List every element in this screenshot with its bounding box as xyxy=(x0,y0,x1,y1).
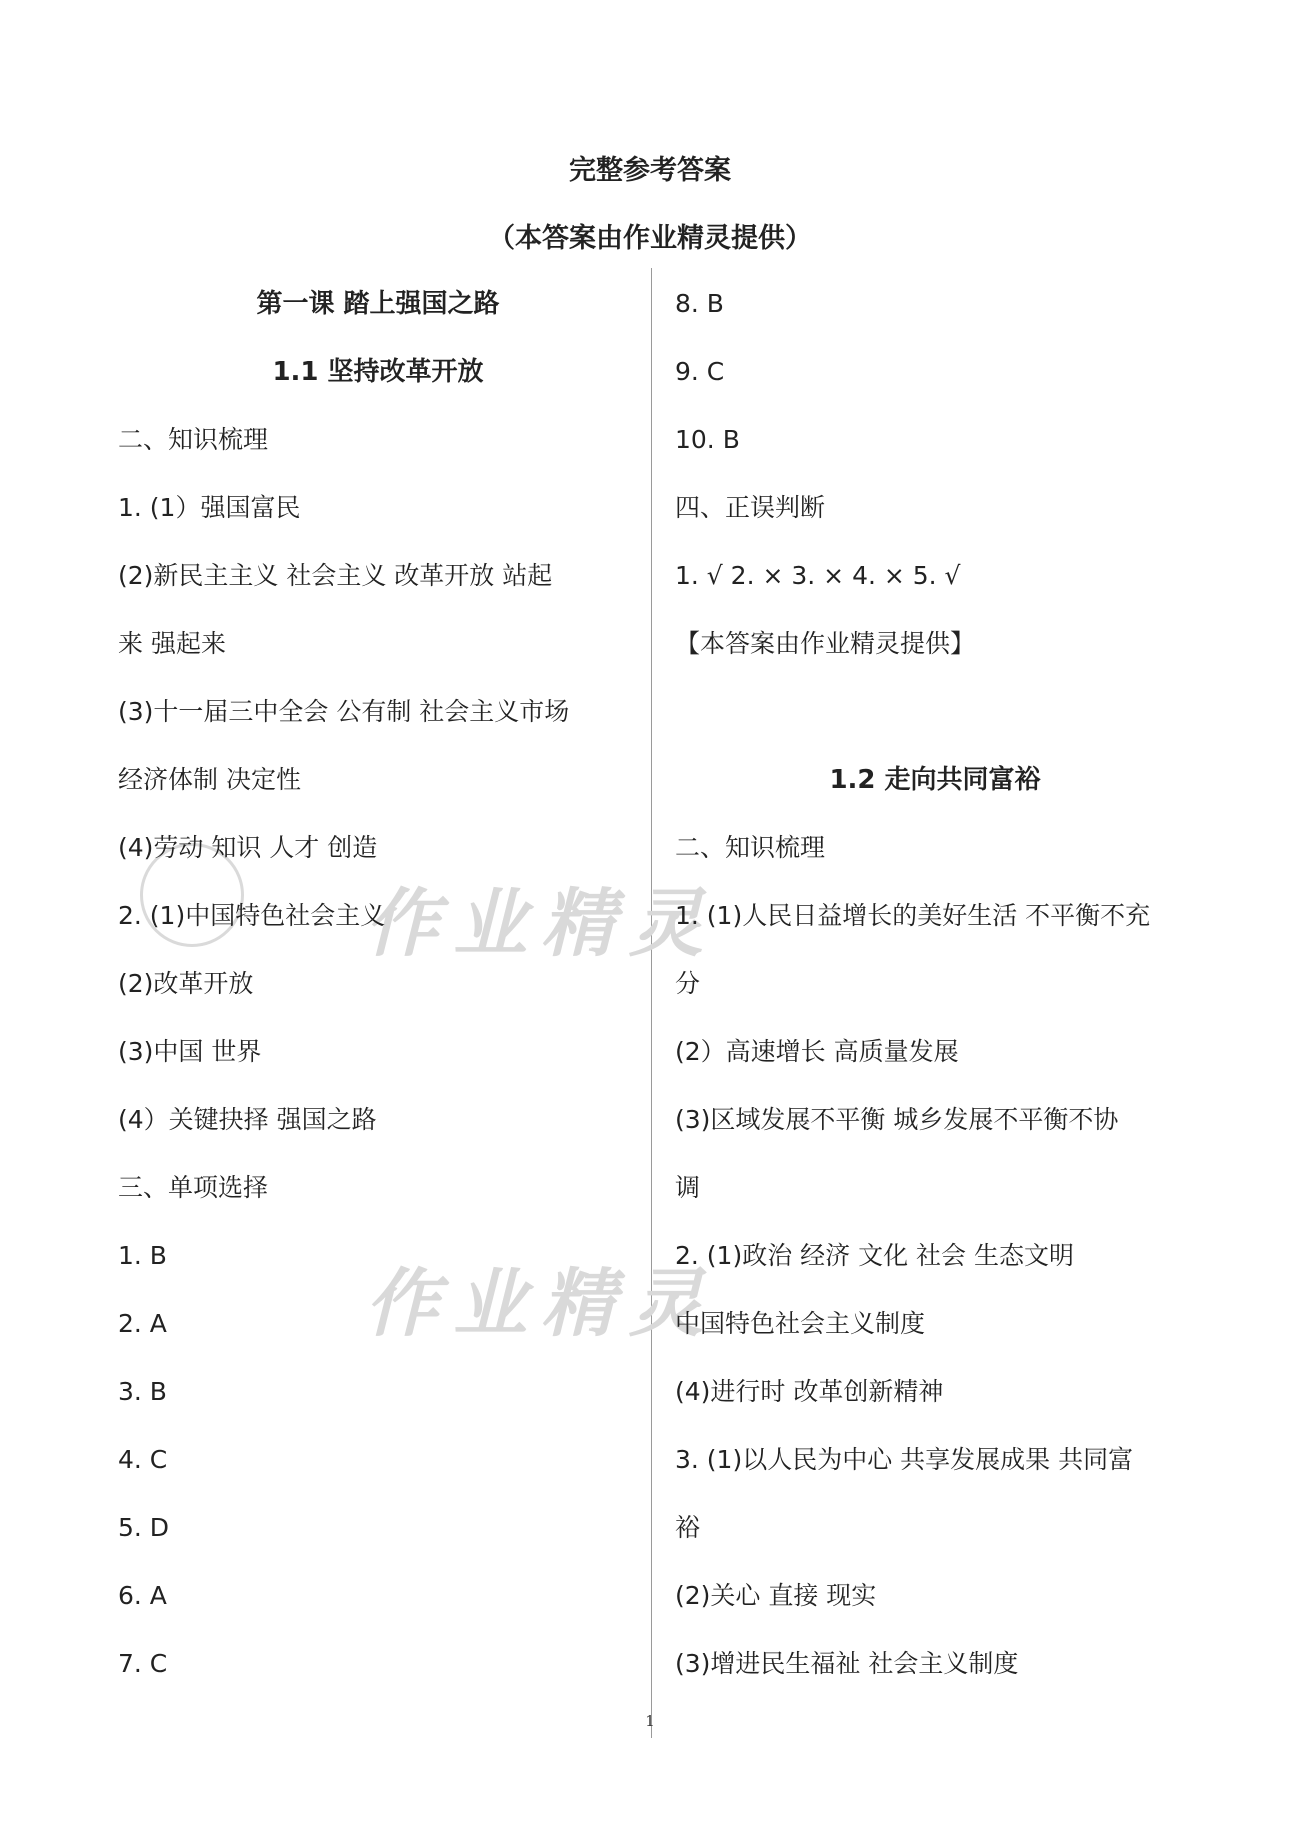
answer-line: 8. B xyxy=(675,289,724,318)
answer-line: (4)劳动 知识 人才 创造 xyxy=(118,833,378,862)
spacer xyxy=(675,686,1195,754)
answer-line: (3)中国 世界 xyxy=(118,1037,262,1066)
answer-line: 6. A xyxy=(118,1581,167,1610)
answer-line: (2）高速增长 高质量发展 xyxy=(675,1037,959,1066)
answer-line: 裕 xyxy=(675,1513,701,1542)
answer-line: 2. (1)政治 经济 文化 社会 生态文明 xyxy=(675,1241,1075,1270)
answer-line: (2)改革开放 xyxy=(118,969,254,998)
column-divider xyxy=(651,268,652,1738)
answer-line: (4）关键抉择 强国之路 xyxy=(118,1105,377,1134)
answer-line: 4. C xyxy=(118,1445,168,1474)
answer-line: 3. B xyxy=(118,1377,167,1406)
answer-line: 【本答案由作业精灵提供】 xyxy=(675,629,976,658)
answer-line: 二、知识梳理 xyxy=(675,833,826,862)
section-heading: 1.2 走向共同富裕 xyxy=(829,765,1041,795)
answer-line: 2. (1)中国特色社会主义 xyxy=(118,901,386,930)
answer-line: 来 强起来 xyxy=(118,629,226,658)
answer-line: 7. C xyxy=(118,1649,168,1678)
section-heading: 1.1 坚持改革开放 xyxy=(272,357,484,387)
answer-line: 四、正误判断 xyxy=(675,493,826,522)
answer-line: 2. A xyxy=(118,1309,167,1338)
answer-line: 1. √ 2. × 3. × 4. × 5. √ xyxy=(675,561,961,590)
answer-line: (4)进行时 改革创新精神 xyxy=(675,1377,944,1406)
answer-line: 9. C xyxy=(675,357,725,386)
answer-line: 三、单项选择 xyxy=(118,1173,269,1202)
answer-line: 3. (1)以人民为中心 共享发展成果 共同富 xyxy=(675,1445,1134,1474)
page-title: 完整参考答案 xyxy=(569,155,731,186)
answer-line: 调 xyxy=(675,1173,701,1202)
answer-line: (3)十一届三中全会 公有制 社会主义市场 xyxy=(118,697,570,726)
watermark-bottom: 作业精灵 xyxy=(365,1261,717,1347)
answer-line: 二、知识梳理 xyxy=(118,425,269,454)
answer-line: 分 xyxy=(675,969,701,998)
answer-line: (3)区域发展不平衡 城乡发展不平衡不协 xyxy=(675,1105,1119,1134)
page-subtitle: （本答案由作业精灵提供） xyxy=(488,223,812,254)
watermark-top: 作业精灵 xyxy=(365,881,717,967)
answer-line: 经济体制 决定性 xyxy=(118,765,301,794)
page-number: 1 xyxy=(645,1712,655,1730)
answer-line: 5. D xyxy=(118,1513,170,1542)
answer-line: 1. (1)人民日益增长的美好生活 不平衡不充 xyxy=(675,901,1151,930)
answer-line: 10. B xyxy=(675,425,740,454)
answer-line: (2)新民主主义 社会主义 改革开放 站起 xyxy=(118,561,553,590)
left-column xyxy=(118,278,638,1706)
answer-line: 中国特色社会主义制度 xyxy=(675,1309,926,1338)
answer-line: 1. (1）强国富民 xyxy=(118,493,301,522)
answer-line: 1. B xyxy=(118,1241,167,1270)
answer-line: (2)关心 直接 现实 xyxy=(675,1581,877,1610)
answer-line: (3)增进民生福祉 社会主义制度 xyxy=(675,1649,1019,1678)
section-heading: 第一课 踏上强国之路 xyxy=(256,289,500,319)
right-column xyxy=(675,278,1195,1706)
